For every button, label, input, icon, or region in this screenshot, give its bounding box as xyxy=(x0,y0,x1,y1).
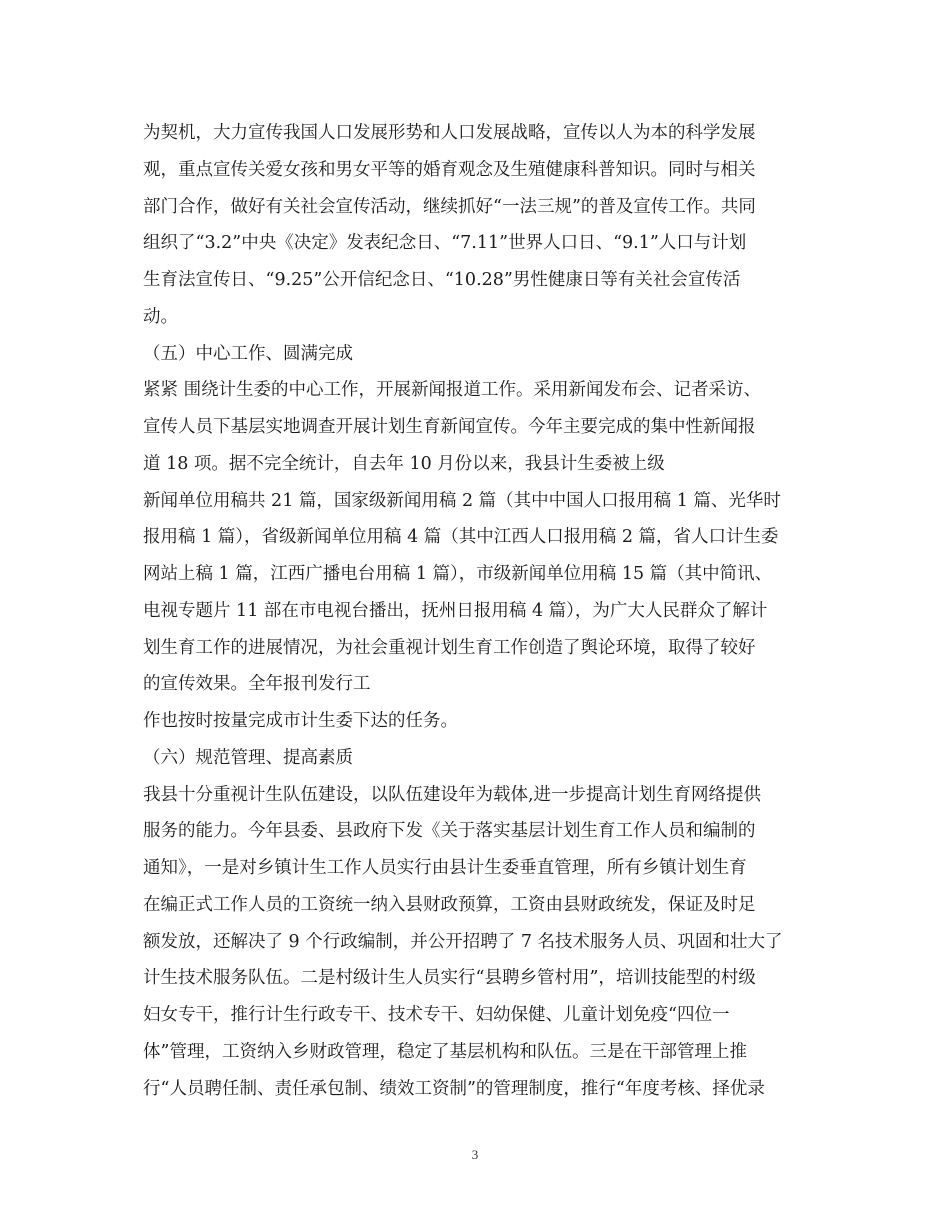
text-line: 在编正式工作人员的工资统一纳入县财政预算，工资由县财政统发，保证及时足 xyxy=(143,894,756,915)
text-line: 网站上稿 1 篇，江西广播电台用稿 1 篇），市级新闻单位用稿 15 篇（其中简讯、 xyxy=(143,564,773,584)
text-line: 动。 xyxy=(143,306,178,327)
text-line: 紧紧 围绕计生委的中心工作，开展新闻报道工作。采用新闻发布会、记者采访、 xyxy=(143,380,762,401)
body-text xyxy=(143,115,823,1107)
text-line: 通知》，一是对乡镇计生工作人员实行由县计生委垂直管理，所有乡镇计划生育 xyxy=(143,858,747,878)
text-line: 划生育工作的进展情况，为社会重视计划生育工作创造了舆论环境，取得了较好 xyxy=(143,637,756,658)
text-line: 体”管理，工资纳入乡财政管理，稳定了基层机构和队伍。三是在干部管理上推 xyxy=(143,1041,747,1062)
text-line: 额发放，还解决了 9 个行政编制，并公开招聘了 7 名技术服务人员、巩固和壮大了 xyxy=(143,931,783,952)
page-number: 3 xyxy=(471,1147,479,1162)
text-line: 作也按时按量完成市计生委下达的任务。 xyxy=(143,711,458,731)
text-line: 生育法宣传日、“9.25”公开信纪念日、“10.28”男性健康日等有关社会宣传活 xyxy=(143,270,741,290)
text-line: 部门合作，做好有关社会宣传活动，继续抓好“一法三规”的普及宣传工作。共同 xyxy=(143,196,756,217)
text-line: 妇女专干，推行计生行政专干、技术专干、妇幼保健、儿童计划免疫“四位一 xyxy=(143,1005,730,1025)
text-line: 我县十分重视计生队伍建设，以队伍建设年为载体,进一步提高计划生育网络提供 xyxy=(143,784,762,805)
text-line: 报用稿 1 篇），省级新闻单位用稿 4 篇（其中江西人口报用稿 2 篇，省人口计生委 xyxy=(143,527,779,548)
text-line: 宣传人员下基层实地调查开展计划生育新闻宣传。今年主要完成的集中性新闻报 xyxy=(143,417,756,437)
section-heading: （六）规范管理、提高素质 xyxy=(143,747,353,768)
text-line: 组织了“3.2”中央《决定》发表纪念日、“7.11”世界人口日、“9.1”人口与计划 xyxy=(143,233,747,254)
text-line: 观，重点宣传关爱女孩和男女平等的婚育观念及生殖健康科普知识。同时与相关 xyxy=(143,159,756,180)
text-line: 道 18 项。据不完全统计，自去年 10 月份以来，我县计生委被上级 xyxy=(143,453,665,474)
text-line: 计生技术服务队伍。二是村级计生人员实行“县聘乡管村用”，培训技能型的村级 xyxy=(143,968,756,989)
text-line: 服务的能力。今年县委、县政府下发《关于落实基层计划生育工作人员和编制的 xyxy=(143,821,756,842)
text-line: 的宣传效果。全年报刊发行工 xyxy=(143,674,371,695)
text-line: 为契机，大力宣传我国人口发展形势和人口发展战略，宣传以人为本的科学发展 xyxy=(143,123,756,143)
text-line: 行“人员聘任制、责任承包制、绩效工资制”的管理制度，推行“年度考核、择优录 xyxy=(143,1078,765,1099)
text-line: 电视专题片 11 部在市电视台播出，抚州日报用稿 4 篇），为广大人民群众了解计 xyxy=(143,600,768,621)
text-line: 新闻单位用稿共 21 篇，国家级新闻用稿 2 篇（其中中国人口报用稿 1 篇、光华时 xyxy=(143,490,781,511)
section-heading: （五）中心工作、圆满完成 xyxy=(143,343,353,364)
